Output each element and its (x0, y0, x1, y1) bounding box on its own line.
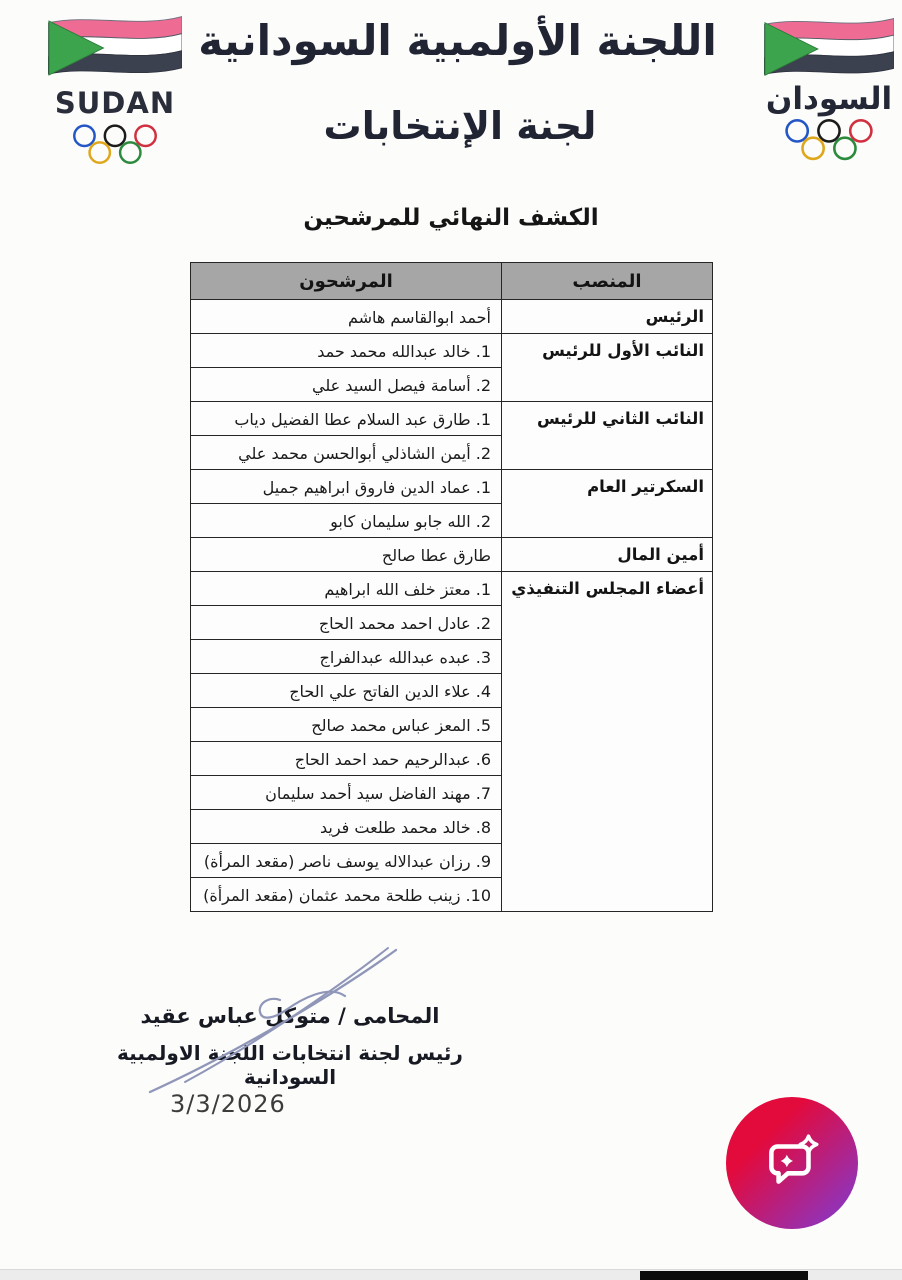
position-cell: أمين المال (502, 538, 713, 572)
table-header-row (191, 263, 713, 300)
sudan-olympic-logo-right (758, 14, 900, 165)
column-header-candidates: المرشحون (191, 263, 502, 300)
table-row (191, 402, 713, 436)
candidate-cell: 1. خالد عبدالله محمد حمد (191, 334, 502, 368)
candidates-table (190, 262, 713, 912)
sudan-flag-icon (48, 12, 182, 84)
candidate-cell: 2. عادل احمد محمد الحاج (191, 606, 502, 640)
document-date: 3/3/2026 (170, 1090, 286, 1118)
candidate-cell: 4. علاء الدين الفاتح علي الحاج (191, 674, 502, 708)
signatory-name: المحامى / متوكل عباس عقيد (140, 1004, 440, 1028)
candidate-cell: 7. مهند الفاضل سيد أحمد سليمان (191, 776, 502, 810)
horizontal-scrollbar-track[interactable] (0, 1269, 902, 1280)
candidate-cell: طارق عطا صالح (191, 538, 502, 572)
candidate-cell: 1. عماد الدين فاروق ابراهيم جميل (191, 470, 502, 504)
position-cell: النائب الثاني للرئيس (502, 402, 713, 470)
candidate-cell: 9. رزان عبدالاله يوسف ناصر (مقعد المرأة) (191, 844, 502, 878)
table-row (191, 300, 713, 334)
candidate-cell: 5. المعز عباس محمد صالح (191, 708, 502, 742)
candidate-cell: 1. معتز خلف الله ابراهيم (191, 572, 502, 606)
candidate-cell: 8. خالد محمد طلعت فريد (191, 810, 502, 844)
signature-block (70, 1004, 510, 1089)
chat-sparkle-icon (759, 1130, 825, 1196)
signatory-role: رئيس لجنة انتخابات اللجنة الاولمبية السودانية (117, 1041, 463, 1089)
table-row (191, 470, 713, 504)
sudan-olympic-logo-left (44, 12, 186, 169)
candidates-table-body (191, 300, 713, 912)
position-cell: أعضاء المجلس التنفيذي (502, 572, 713, 912)
candidate-cell: أحمد ابوالقاسم هاشم (191, 300, 502, 334)
horizontal-scrollbar-thumb[interactable] (640, 1271, 808, 1280)
organization-title: اللجنة الأولمبية السودانية (198, 16, 717, 65)
olympic-rings-icon (779, 118, 879, 165)
committee-subtitle: لجنة الإنتخابات (323, 104, 597, 148)
position-cell: السكرتير العام (502, 470, 713, 538)
candidate-cell: 2. أيمن الشاذلي أبوالحسن محمد علي (191, 436, 502, 470)
candidate-cell: 2. الله جابو سليمان كابو (191, 504, 502, 538)
candidate-cell: 2. أسامة فيصل السيد علي (191, 368, 502, 402)
logo-country-label-ar: السودان (765, 81, 893, 117)
candidate-cell: 10. زينب طلحة محمد عثمان (مقعد المرأة) (191, 878, 502, 912)
table-row (191, 334, 713, 368)
candidate-cell: 6. عبدالرحيم حمد احمد الحاج (191, 742, 502, 776)
document-title: الكشف النهائي للمرشحين (303, 205, 599, 231)
table-row (191, 538, 713, 572)
sudan-flag-icon (764, 14, 894, 84)
olympic-rings-icon (67, 123, 163, 169)
logo-country-label-en: SUDAN (54, 86, 176, 120)
candidate-cell: 1. طارق عبد السلام عطا الفضيل دياب (191, 402, 502, 436)
position-cell: النائب الأول للرئيس (502, 334, 713, 402)
chat-assistant-button[interactable] (726, 1097, 858, 1229)
table-row (191, 572, 713, 606)
column-header-position: المنصب (502, 263, 713, 300)
position-cell: الرئيس (502, 300, 713, 334)
candidate-cell: 3. عبده عبدالله عبدالفراج (191, 640, 502, 674)
